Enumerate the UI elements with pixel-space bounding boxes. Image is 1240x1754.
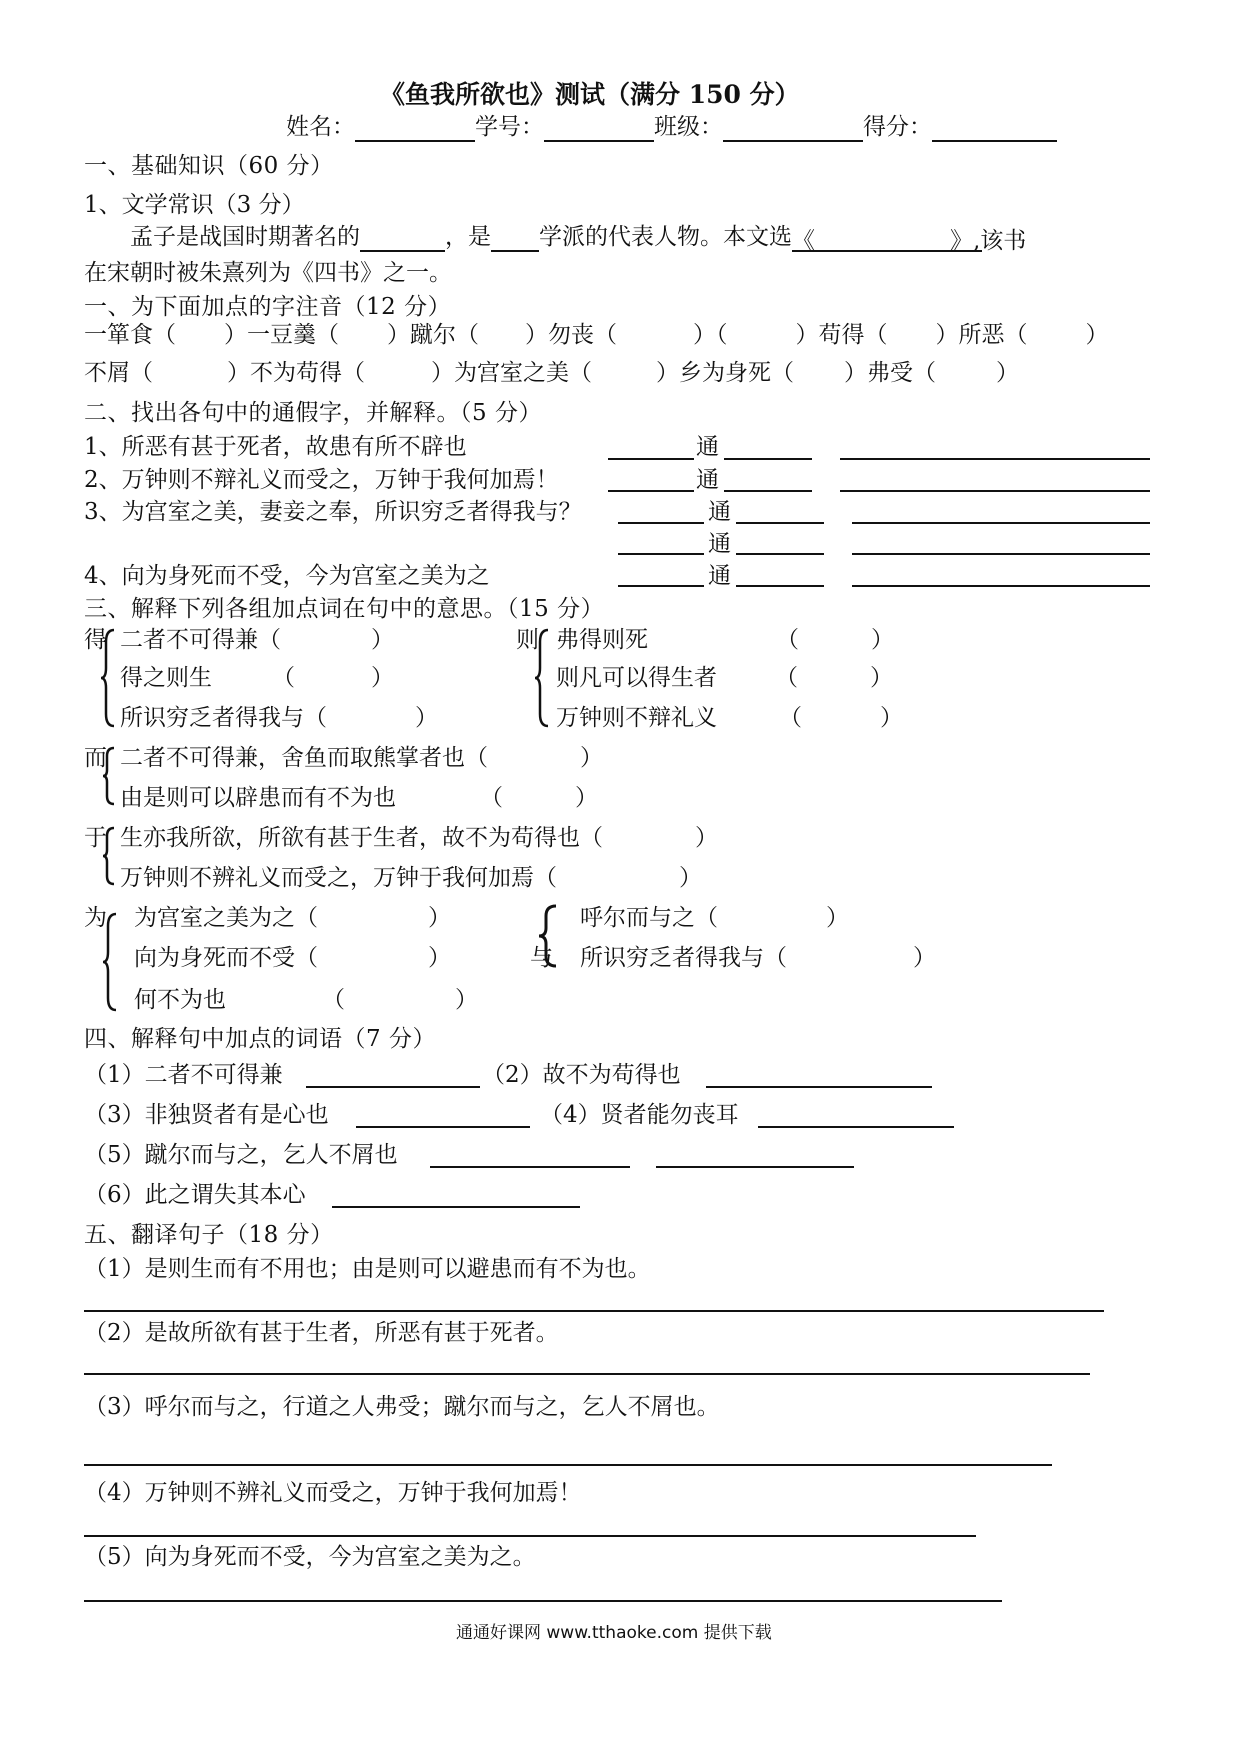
sec4-blank-2[interactable]	[706, 1086, 932, 1088]
tongjia-explain[interactable]	[852, 553, 1150, 555]
class-label: 班级：	[654, 114, 723, 140]
footer-text: 通通好课网 www.tthaoke.com 提供下载	[456, 1623, 772, 1643]
section-3-heading: 三、解释下列各组加点词在句中的意思。（15 分）	[84, 596, 605, 622]
tongjia-explain[interactable]	[840, 458, 1150, 460]
sec4-blank-1[interactable]	[306, 1086, 480, 1088]
translate-item-4: （4）万钟则不辨礼义而受之，万钟于我何加焉！	[84, 1480, 582, 1506]
pinyin-item: ）不为苟得（	[227, 360, 365, 386]
section-2-heading: 二、找出各句中的通假字，并解释。（5 分）	[84, 400, 542, 426]
yu-item-2: 万钟则不辨礼义而受之，万钟于我何加焉（ ）	[120, 865, 702, 891]
q1-blank-2[interactable]	[491, 226, 539, 252]
yu2-item-2: 所识穷乏者得我与（ ）	[580, 945, 936, 971]
tongjia-blank[interactable]	[736, 553, 824, 555]
group-char-yu: 于	[84, 825, 107, 851]
yu2-item-1: 呼尔而与之（ ）	[580, 905, 849, 931]
pinyin-item: ）蹴尔（	[387, 322, 479, 348]
pinyin-item: 一箪食（	[84, 322, 176, 348]
sec4-item-3: （3）非独贤者有是心也	[84, 1102, 329, 1128]
tong-label: 通	[696, 434, 719, 460]
group-char-ze: 则	[516, 627, 539, 653]
translate-item-3: （3）呼尔而与之，行道之人弗受；蹴尔而与之，乞人不屑也。	[84, 1394, 720, 1420]
pinyin-item: ）为宫室之美（	[431, 360, 592, 386]
section-1-heading: 一、基础知识（60 分）	[84, 153, 334, 179]
q1-book-open: 《	[792, 228, 815, 254]
tongjia-blank[interactable]	[736, 522, 824, 524]
pinyin-row-2	[84, 358, 1019, 388]
tongjia-item-3: 3、为宫室之美，妻妾之奉，所识穷乏者得我与？	[84, 499, 582, 525]
wei-item-3: 何不为也 （ ）	[134, 987, 478, 1013]
sec4-blank-3[interactable]	[356, 1126, 530, 1128]
sec4-blank-5b[interactable]	[656, 1166, 854, 1168]
ze-item-1: 弗得则死 （ ）	[556, 627, 894, 653]
translate-item-5: （5）向为身死而不受，今为宫室之美为之。	[84, 1544, 536, 1570]
q1-text-c: 学派的代表人物。本文选	[539, 224, 792, 250]
de-item-2: 得之则生 （ ）	[120, 665, 394, 691]
sec4-blank-6[interactable]	[332, 1206, 580, 1208]
sec4-item-6: （6）此之谓失其本心	[84, 1182, 306, 1208]
group-char-de: 得	[84, 627, 107, 653]
tongjia-blank[interactable]	[736, 585, 824, 587]
translate-item-2: （2）是故所欲有甚于生者，所恶有甚于死者。	[84, 1320, 559, 1346]
tongjia-item-2: 2、万钟则不辩礼义而受之，万钟于我何加焉！	[84, 467, 559, 493]
de-item-1: 二者不可得兼（ ）	[120, 627, 394, 653]
tongjia-explain[interactable]	[840, 490, 1150, 492]
q1-blank-1[interactable]	[360, 226, 445, 252]
tongjia-blank[interactable]	[618, 553, 704, 555]
tong-label: 通	[696, 467, 719, 493]
group-char-yu2: 与	[530, 945, 553, 971]
pinyin-item: ）所恶（	[935, 322, 1028, 348]
tongjia-explain[interactable]	[852, 522, 1150, 524]
brace-icon	[102, 912, 118, 1012]
tongjia-explain[interactable]	[852, 585, 1150, 587]
tongjia-blank[interactable]	[618, 585, 704, 587]
translate-line-4[interactable]	[84, 1535, 976, 1537]
translate-line-1[interactable]	[84, 1310, 1104, 1312]
brace-icon	[536, 904, 558, 968]
sec4-item-1: （1）二者不可得兼	[84, 1062, 283, 1088]
pinyin-item: ）苟得（	[795, 322, 888, 348]
tong-label: 通	[708, 499, 731, 525]
tongjia-blank[interactable]	[608, 490, 694, 492]
sec4-item-4: （4）贤者能勿丧耳	[540, 1102, 739, 1128]
tongjia-item-4: 4、向为身死而不受，今为宫室之美为之	[84, 563, 490, 589]
translate-line-3[interactable]	[84, 1464, 1052, 1466]
header-info	[286, 112, 1057, 142]
brace-icon	[102, 746, 116, 806]
tong-label: 通	[708, 563, 731, 589]
sec4-blank-5a[interactable]	[430, 1166, 630, 1168]
q1-heading: 1、文学常识（3 分）	[84, 192, 305, 218]
tongjia-blank[interactable]	[618, 522, 704, 524]
brace-icon	[100, 628, 116, 728]
number-field[interactable]	[544, 116, 654, 142]
ze-item-2: 则凡可以得生者 （ ）	[556, 665, 893, 691]
de-item-3: 所识穷乏者得我与（ ）	[120, 705, 438, 731]
yu-item-1: 生亦我所欲，所欲有甚于生者，故不为苟得也（ ）	[120, 825, 718, 851]
tong-label: 通	[708, 531, 731, 557]
tongjia-item-1: 1、所恶有甚于死者，故患有所不辟也	[84, 434, 467, 460]
pinyin-item: ）乡为身死（	[656, 360, 794, 386]
q1-line2: 在宋朝时被朱熹列为《四书》之一。	[84, 260, 452, 286]
page-title: 《鱼我所欲也》测试（满分 150 分）	[380, 80, 800, 109]
section-4-heading: 四、解释句中加点的词语（7 分）	[84, 1026, 436, 1052]
brace-icon	[102, 826, 116, 886]
q1-book-close: 》,该书	[950, 228, 1027, 254]
pinyin-item: ）	[1085, 322, 1109, 348]
q1-text-b: ，是	[445, 224, 491, 250]
q1-blank-3[interactable]	[792, 226, 1027, 254]
tongjia-blank[interactable]	[724, 490, 812, 492]
score-label: 得分：	[863, 114, 932, 140]
translate-line-2[interactable]	[84, 1373, 1090, 1375]
score-field[interactable]	[932, 116, 1057, 142]
class-field[interactable]	[723, 116, 863, 142]
pinyin-item: ）弗受（	[844, 360, 936, 386]
wei-item-1: 为宫室之美为之（ ）	[134, 905, 451, 931]
pinyin-item: 不屑（	[84, 360, 153, 386]
tongjia-blank[interactable]	[724, 458, 812, 460]
pinyin-item: ）一豆羹（	[224, 322, 339, 348]
pinyin-row-1	[84, 320, 1109, 350]
ze-item-3: 万钟则不辩礼义 （ ）	[556, 705, 903, 731]
sec4-item-2: （2）故不为苟得也	[482, 1062, 681, 1088]
pinyin-heading: 一、为下面加点的字注音（12 分）	[84, 294, 452, 320]
er-item-1: 二者不可得兼，舍鱼而取熊掌者也（ ）	[120, 745, 603, 771]
wei-item-2: 向为身死而不受（ ）	[134, 945, 451, 971]
pinyin-item: ）勿丧（	[525, 322, 617, 348]
q1-line1	[130, 222, 1027, 254]
pinyin-item: ）（	[693, 322, 728, 348]
brace-icon	[534, 628, 550, 728]
name-label: 姓名：	[286, 114, 355, 140]
section-5-heading: 五、翻译句子（18 分）	[84, 1222, 334, 1248]
translate-line-5[interactable]	[84, 1600, 1002, 1602]
number-label: 学号：	[475, 114, 544, 140]
sec4-blank-4[interactable]	[758, 1126, 954, 1128]
group-char-er: 而	[84, 745, 107, 771]
pinyin-item: ）	[996, 360, 1019, 386]
sec4-item-5: （5）蹴尔而与之，乞人不屑也	[84, 1142, 398, 1168]
tongjia-blank[interactable]	[608, 458, 694, 460]
name-field[interactable]	[355, 116, 475, 142]
group-char-wei: 为	[84, 905, 107, 931]
er-item-2: 由是则可以辟患而有不为也 （ ）	[120, 785, 598, 811]
q1-text-a: 孟子是战国时期著名的	[130, 224, 360, 250]
translate-item-1: （1）是则生而有不用也；由是则可以避患而有不为也。	[84, 1256, 651, 1282]
